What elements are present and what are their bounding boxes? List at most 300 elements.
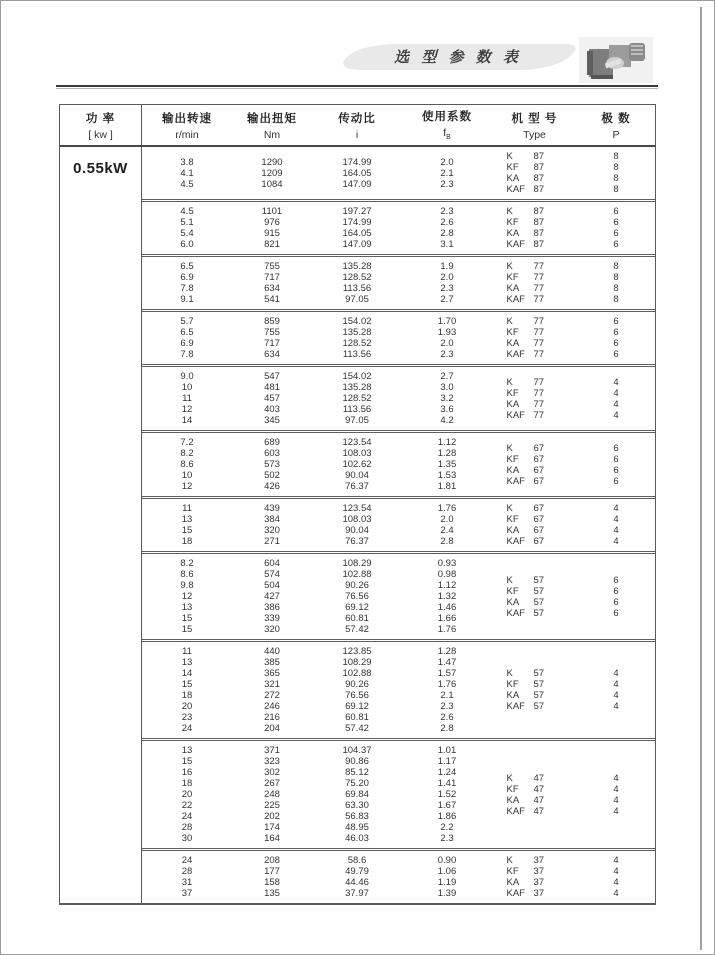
speed-value: 9.1	[180, 294, 194, 305]
ratio-cell	[312, 433, 402, 496]
col-power-unit: [ kw ]	[88, 128, 113, 141]
poles-value: 8	[613, 184, 619, 195]
speed-value: 5.4	[180, 228, 194, 239]
torque-value: 481	[264, 382, 280, 393]
poles-value: 4	[613, 772, 619, 784]
speed-value: 8.2	[180, 558, 194, 569]
factor-value: 2.0	[440, 338, 454, 349]
poles-cell	[577, 554, 655, 639]
factor-value: 2.3	[440, 283, 454, 294]
torque-value: 1101	[261, 206, 283, 217]
type-size: 37	[533, 888, 545, 899]
factor-value: 2.3	[440, 833, 454, 844]
speed-value: 28	[181, 866, 193, 877]
torque-value: 320	[264, 624, 280, 635]
factor-value: 1.32	[437, 591, 457, 602]
torque-value: 502	[264, 470, 280, 481]
speed-value: 30	[181, 833, 193, 844]
ratio-cell	[312, 257, 402, 309]
ratio-value: 197.27	[342, 206, 372, 217]
type-prefix: KF	[506, 514, 519, 525]
factor-value: 1.93	[437, 327, 457, 338]
table-group	[142, 496, 655, 551]
col-ratio-unit: i	[355, 128, 359, 141]
speed-value: 6.5	[180, 327, 194, 338]
col-poles-zh: 极 数	[601, 112, 631, 125]
speed-value: 6.5	[180, 261, 194, 272]
speed-value: 12	[181, 404, 193, 415]
type-size: 57	[533, 585, 545, 597]
factor-value: 1.41	[437, 778, 457, 789]
ratio-value: 97.05	[345, 294, 369, 305]
table-group	[142, 199, 655, 254]
ratio-value: 97.05	[345, 415, 369, 426]
ratio-value: 108.29	[342, 558, 372, 569]
ratio-value: 90.86	[345, 756, 369, 767]
ratio-value: 69.12	[345, 602, 369, 613]
type-value	[507, 349, 563, 360]
ratio-value: 164.05	[342, 228, 372, 239]
factor-value: 1.39	[437, 888, 457, 899]
poles-value: 4	[613, 855, 619, 866]
torque-value: 345	[264, 415, 280, 426]
type-prefix: K	[506, 261, 513, 272]
torque-value: 385	[264, 657, 280, 668]
torque-value: 216	[264, 712, 280, 723]
type-size: 77	[533, 398, 545, 410]
torque-value: 272	[264, 690, 280, 701]
type-prefix: KAF	[506, 294, 525, 305]
ratio-value: 174.99	[342, 156, 372, 168]
ratio-value: 174.99	[342, 217, 372, 228]
type-value	[507, 514, 563, 525]
factor-value: 2.1	[440, 690, 454, 701]
factor-cell	[402, 312, 492, 364]
speed-value: 37	[181, 888, 193, 899]
ratio-value: 75.20	[345, 778, 369, 789]
torque-cell	[232, 312, 312, 364]
factor-value: 2.3	[440, 349, 454, 360]
ratio-cell	[312, 147, 402, 199]
factor-value: 2.3	[440, 206, 454, 217]
ratio-value: 44.46	[345, 877, 369, 888]
ratio-value: 102.88	[342, 668, 372, 679]
factor-value: 1.17	[437, 756, 457, 767]
poles-value: 4	[613, 794, 619, 806]
type-prefix: K	[506, 151, 513, 162]
speed-cell	[142, 642, 232, 738]
torque-cell	[232, 433, 312, 496]
type-value	[507, 855, 563, 866]
power-value: 0.55kW	[73, 160, 128, 177]
factor-value: 0.93	[437, 558, 457, 569]
type-prefix: KA	[506, 464, 520, 476]
ratio-value: 123.85	[342, 646, 372, 657]
torque-value: 427	[264, 591, 280, 602]
data-groups	[142, 147, 655, 903]
type-value	[507, 525, 563, 536]
type-size: 87	[533, 239, 545, 250]
factor-cell	[402, 257, 492, 309]
torque-value: 821	[264, 239, 280, 250]
poles-value: 8	[613, 283, 619, 294]
factor-value: 2.7	[440, 294, 454, 305]
col-factor-unit	[443, 127, 451, 141]
type-value	[507, 806, 563, 817]
type-cell	[492, 741, 577, 848]
factor-value: 1.19	[437, 877, 457, 888]
poles-value: 8	[613, 294, 619, 305]
ratio-value: 90.04	[345, 470, 369, 481]
speed-value: 16	[181, 767, 193, 778]
type-size: 77	[533, 327, 545, 338]
speed-value: 5.7	[180, 316, 194, 327]
torque-value: 1084	[261, 178, 283, 190]
torque-value: 208	[264, 855, 280, 866]
type-prefix: K	[506, 316, 513, 327]
torque-value: 403	[264, 404, 280, 415]
poles-cell	[577, 499, 655, 551]
torque-value: 365	[264, 668, 280, 679]
type-size: 47	[533, 805, 545, 817]
torque-value: 271	[264, 536, 280, 547]
type-prefix: KA	[506, 794, 520, 806]
ratio-value: 76.56	[345, 690, 369, 701]
col-header-torque	[232, 105, 312, 145]
ratio-value: 102.88	[342, 569, 372, 580]
factor-value: 1.76	[437, 679, 457, 690]
speed-value: 7.2	[180, 437, 194, 448]
factor-cell	[402, 741, 492, 848]
speed-value: 18	[181, 536, 193, 547]
poles-cell	[577, 312, 655, 364]
factor-value: 2.6	[440, 217, 454, 228]
factor-value: 2.3	[440, 701, 454, 712]
poles-value: 4	[613, 387, 619, 399]
type-size: 57	[533, 690, 545, 701]
type-value	[507, 586, 563, 597]
ratio-value: 69.84	[345, 789, 369, 800]
poles-cell	[577, 851, 655, 903]
factor-value: 1.24	[437, 767, 457, 778]
type-prefix: KA	[506, 525, 520, 536]
poles-value: 4	[613, 409, 619, 421]
torque-value: 859	[264, 316, 280, 327]
type-prefix: K	[506, 574, 513, 586]
type-prefix: KAF	[506, 805, 525, 817]
speed-value: 13	[181, 657, 193, 668]
type-size: 47	[533, 772, 545, 784]
poles-value: 6	[613, 464, 619, 476]
type-prefix: KF	[506, 585, 519, 597]
factor-value: 1.67	[437, 800, 457, 811]
type-size: 77	[533, 338, 545, 349]
poles-value: 4	[613, 503, 619, 514]
factor-value: 1.47	[437, 657, 457, 668]
type-prefix: KF	[506, 162, 519, 173]
type-prefix: KA	[506, 173, 520, 184]
type-value	[507, 294, 563, 305]
factor-value: 1.70	[437, 316, 457, 327]
type-value	[507, 261, 563, 272]
col-speed-zh: 输出转速	[162, 112, 212, 125]
factor-cell	[402, 202, 492, 254]
table-group	[142, 309, 655, 364]
table-group	[142, 147, 655, 199]
torque-cell	[232, 741, 312, 848]
type-cell	[492, 367, 577, 430]
type-value	[507, 795, 563, 806]
type-value	[507, 173, 563, 184]
table-group	[142, 738, 655, 848]
type-size: 77	[533, 409, 545, 421]
factor-value: 0.90	[437, 855, 457, 866]
type-prefix: KF	[506, 272, 519, 283]
type-size: 77	[533, 294, 545, 305]
type-size: 67	[533, 475, 545, 487]
factor-value: 1.28	[437, 448, 457, 459]
torque-value: 603	[264, 448, 280, 459]
poles-value: 8	[613, 261, 619, 272]
type-value	[507, 162, 563, 173]
speed-value: 9.8	[180, 580, 194, 591]
poles-value: 6	[613, 228, 619, 239]
type-size: 47	[533, 783, 545, 795]
type-value	[507, 239, 563, 250]
col-header-power	[60, 105, 142, 145]
type-prefix: KAF	[506, 607, 525, 619]
torque-cell	[232, 554, 312, 639]
factor-cell	[402, 554, 492, 639]
table-group	[142, 430, 655, 496]
factor-value: 2.3	[440, 178, 454, 190]
poles-value: 8	[613, 151, 619, 162]
factor-value: 1.12	[437, 437, 457, 448]
type-size: 67	[533, 525, 545, 536]
ratio-value: 57.42	[345, 624, 369, 635]
poles-value: 6	[613, 338, 619, 349]
torque-value: 204	[264, 723, 280, 734]
type-prefix: K	[506, 503, 513, 514]
ratio-cell	[312, 202, 402, 254]
speed-value: 14	[181, 415, 193, 426]
ratio-value: 104.37	[342, 745, 372, 756]
torque-value: 717	[264, 338, 280, 349]
type-value	[507, 784, 563, 795]
poles-value: 4	[613, 877, 619, 888]
factor-value: 1.86	[437, 811, 457, 822]
ratio-value: 108.03	[342, 448, 372, 459]
type-prefix: K	[506, 442, 513, 454]
torque-value: 717	[264, 272, 280, 283]
col-factor-zh: 使用系数	[422, 111, 472, 124]
type-prefix: KAF	[506, 409, 525, 421]
ratio-value: 76.37	[345, 536, 369, 547]
ratio-value: 76.37	[345, 481, 369, 492]
col-header-poles	[577, 105, 655, 145]
ratio-value: 113.56	[342, 283, 372, 294]
col-poles-unit: P	[612, 128, 620, 141]
torque-value: 321	[264, 679, 280, 690]
col-type-zh: 机 型 号	[511, 112, 558, 125]
col-header-type	[492, 105, 577, 145]
type-size: 37	[533, 877, 545, 888]
type-size: 67	[533, 503, 545, 514]
torque-value: 755	[264, 261, 280, 272]
speed-value: 6.0	[180, 239, 194, 250]
type-prefix: K	[506, 376, 513, 388]
factor-value: 1.28	[437, 646, 457, 657]
torque-cell	[232, 202, 312, 254]
col-torque-zh: 输出扭矩	[247, 112, 297, 125]
torque-value: 1290	[261, 156, 283, 168]
ratio-value: 90.26	[345, 580, 369, 591]
factor-value: 3.0	[440, 382, 454, 393]
type-value	[507, 184, 563, 195]
speed-value: 7.8	[180, 349, 194, 360]
speed-value: 8.2	[180, 448, 194, 459]
speed-cell	[142, 499, 232, 551]
speed-value: 15	[181, 756, 193, 767]
speed-value: 7.8	[180, 283, 194, 294]
speed-value: 15	[181, 525, 193, 536]
ratio-value: 58.6	[347, 855, 367, 866]
speed-value: 22	[181, 800, 193, 811]
ratio-value: 128.52	[342, 393, 372, 404]
type-prefix: KA	[506, 877, 520, 888]
speed-value: 18	[181, 778, 193, 789]
type-size: 87	[533, 173, 545, 184]
type-prefix: KF	[506, 453, 519, 465]
type-value	[507, 327, 563, 338]
poles-value: 8	[613, 173, 619, 184]
type-size: 77	[533, 349, 545, 360]
torque-value: 267	[264, 778, 280, 789]
type-size: 77	[533, 272, 545, 283]
type-cell	[492, 312, 577, 364]
speed-value: 8.6	[180, 459, 194, 470]
speed-value: 6.9	[180, 338, 194, 349]
type-prefix: KAF	[506, 701, 525, 712]
torque-cell	[232, 499, 312, 551]
ratio-value: 56.83	[345, 811, 369, 822]
poles-value: 8	[613, 162, 619, 173]
ratio-value: 135.28	[342, 382, 372, 393]
col-header-speed	[142, 105, 232, 145]
type-prefix: K	[506, 668, 513, 679]
factor-value: 1.57	[437, 668, 457, 679]
poles-value: 4	[613, 888, 619, 899]
type-value	[507, 877, 563, 888]
type-prefix: KF	[506, 679, 519, 690]
col-speed-unit: r/min	[175, 128, 199, 141]
type-size: 67	[533, 464, 545, 476]
type-value	[507, 388, 563, 399]
speed-cell	[142, 554, 232, 639]
poles-value: 6	[613, 596, 619, 608]
factor-value: 1.76	[437, 624, 457, 635]
poles-value: 4	[613, 398, 619, 410]
type-value	[507, 399, 563, 410]
poles-value: 4	[613, 536, 619, 547]
torque-value: 689	[264, 437, 280, 448]
factor-value: 3.2	[440, 393, 454, 404]
ratio-cell	[312, 642, 402, 738]
torque-value: 504	[264, 580, 280, 591]
poles-value: 6	[613, 239, 619, 250]
torque-value: 339	[264, 613, 280, 624]
torque-value: 547	[264, 371, 280, 382]
factor-value: 1.52	[437, 789, 457, 800]
factor-value: 4.2	[440, 415, 454, 426]
torque-value: 246	[264, 701, 280, 712]
factor-cell	[402, 147, 492, 199]
speed-value: 11	[182, 393, 192, 404]
poles-value: 6	[613, 475, 619, 487]
type-prefix: KF	[506, 866, 519, 877]
poles-value: 6	[613, 574, 619, 586]
ratio-cell	[312, 741, 402, 848]
col-torque-unit: Nm	[263, 128, 281, 141]
type-cell	[492, 257, 577, 309]
col-header-ratio	[312, 105, 402, 145]
type-cell	[492, 499, 577, 551]
factor-symbol: f	[443, 127, 447, 140]
type-size: 57	[533, 607, 545, 619]
type-value	[507, 575, 563, 586]
poles-value: 6	[613, 349, 619, 360]
speed-cell	[142, 147, 232, 199]
poles-value: 4	[613, 805, 619, 817]
table-group	[142, 364, 655, 430]
factor-value: 1.12	[437, 580, 457, 591]
table-body	[60, 147, 655, 903]
ratio-cell	[312, 312, 402, 364]
speed-value: 20	[181, 701, 193, 712]
torque-value: 384	[264, 514, 280, 525]
factor-value: 1.01	[437, 745, 457, 756]
poles-value: 4	[613, 679, 619, 690]
type-value	[507, 476, 563, 487]
speed-value: 15	[181, 624, 193, 635]
type-size: 67	[533, 536, 545, 547]
type-value	[507, 866, 563, 877]
table-header-row	[60, 105, 655, 147]
torque-cell	[232, 147, 312, 199]
poles-value: 6	[613, 316, 619, 327]
type-size: 57	[533, 701, 545, 712]
type-size: 87	[533, 184, 545, 195]
speed-value: 12	[181, 591, 193, 602]
speed-value: 24	[181, 723, 193, 734]
type-prefix: KF	[506, 387, 519, 399]
torque-value: 755	[264, 327, 280, 338]
gear-motor-icon	[579, 37, 653, 83]
ratio-cell	[312, 851, 402, 903]
type-value	[507, 597, 563, 608]
speed-value: 4.1	[180, 167, 194, 179]
type-prefix: KAF	[506, 888, 525, 899]
factor-value: 1.53	[437, 470, 457, 481]
speed-cell	[142, 202, 232, 254]
torque-value: 457	[264, 393, 280, 404]
poles-value: 4	[613, 514, 619, 525]
torque-value: 164	[264, 833, 280, 844]
type-cell	[492, 851, 577, 903]
factor-value: 0.98	[437, 569, 457, 580]
type-size: 67	[533, 514, 545, 525]
speed-value: 5.1	[180, 217, 194, 228]
